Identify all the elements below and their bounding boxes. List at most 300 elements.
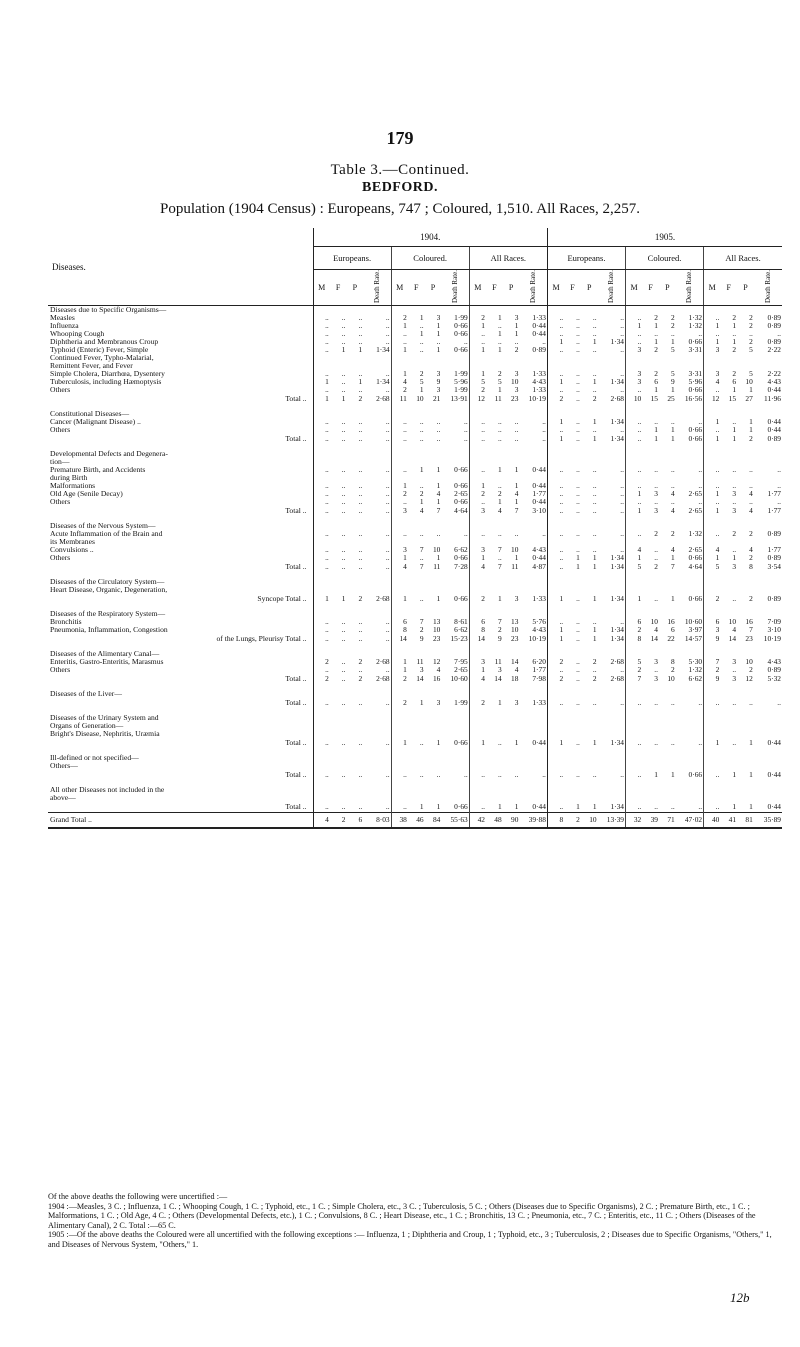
table-cell: 2 (749, 338, 753, 347)
row-label: Pneumonia, Inflammation, Congestion (50, 626, 168, 635)
table-cell (737, 474, 754, 482)
row-label: Total .. (285, 698, 307, 708)
table-cell: .. (385, 386, 390, 395)
table-cell: 11 (391, 394, 408, 404)
table-cell: 7 (671, 562, 675, 572)
table-cell: 1·34 (610, 378, 624, 387)
table-cell (347, 754, 364, 762)
table-cell: 11 (416, 658, 424, 667)
table-cell: .. (358, 634, 363, 644)
table-cell: 2 (626, 666, 643, 674)
table-cell: .. (620, 426, 624, 435)
table-cell: .. (671, 482, 675, 491)
table-cell: 1 (547, 378, 564, 386)
table-cell (330, 586, 347, 594)
table-cell: .. (419, 322, 424, 331)
table-row (48, 554, 782, 562)
table-cell (330, 730, 347, 738)
table-cell: 48 (486, 813, 503, 829)
table-cell (642, 786, 659, 794)
table-cell (676, 354, 704, 362)
table-cell: 0·89 (767, 594, 781, 604)
table-cell (363, 450, 391, 458)
table-cell: .. (385, 506, 390, 516)
table-cell (391, 450, 408, 458)
table-cell: .. (341, 626, 346, 635)
table-cell: 0·66 (454, 482, 468, 491)
table-cell: 2 (654, 530, 658, 539)
table-cell (363, 610, 391, 618)
table-cell: 1·34 (376, 378, 390, 387)
table-cell (330, 650, 347, 658)
table-cell: .. (419, 338, 424, 347)
table-cell (425, 762, 442, 770)
table-cell (408, 690, 425, 698)
table-cell: 2 (671, 322, 675, 331)
table-cell: 1 (592, 594, 597, 604)
table-cell: .. (385, 434, 390, 444)
table-cell: 2 (592, 658, 597, 667)
table-cell (347, 538, 364, 546)
table-cell: 12 (432, 658, 441, 667)
table-cell: 10 (416, 394, 424, 404)
table-cell: .. (547, 314, 564, 322)
table-cell (313, 786, 330, 794)
table-cell (564, 730, 581, 738)
table-cell (469, 578, 486, 586)
table-cell: .. (385, 338, 390, 347)
table-cell: 13 (432, 618, 441, 627)
table-cell (347, 690, 364, 698)
table-cell: .. (385, 426, 390, 435)
table-cell (519, 578, 547, 586)
table-cell: .. (671, 738, 675, 748)
table-cell (626, 786, 643, 794)
subheader-death-rate: Death Rate. (676, 270, 704, 306)
table-cell (519, 650, 547, 658)
table-cell (737, 578, 754, 586)
table-cell: 4 (497, 506, 502, 516)
table-cell (720, 690, 737, 698)
table-cell: 1·99 (454, 314, 468, 323)
table-cell: 40 (704, 813, 721, 829)
table-cell: .. (732, 466, 737, 475)
table-cell: 1 (671, 434, 675, 444)
table-cell (720, 578, 737, 586)
table-cell: 1 (419, 386, 424, 395)
table-cell: 0·44 (767, 802, 781, 812)
table-cell (347, 786, 364, 794)
table-cell (659, 410, 676, 418)
subheader-m: M (704, 270, 721, 306)
row-label: Others— (50, 762, 78, 771)
table-cell: .. (542, 418, 546, 427)
table-cell: .. (313, 554, 330, 562)
table-cell: 4 (391, 562, 408, 572)
table-cell: .. (576, 546, 580, 555)
table-cell (408, 722, 425, 730)
table-cell (626, 610, 643, 618)
table-cell (313, 730, 330, 738)
table-cell (469, 410, 486, 418)
table-cell (754, 538, 782, 546)
table-cell (737, 306, 754, 315)
table-cell: .. (626, 738, 643, 748)
table-cell: 0·89 (767, 530, 781, 539)
table-cell: .. (620, 498, 624, 507)
row-label: Constitutional Diseases— (50, 410, 130, 419)
table-cell (408, 578, 425, 586)
table-cell (626, 458, 643, 466)
table-cell (347, 578, 364, 586)
table-row (48, 754, 782, 762)
row-label: Enteritis, Gastro-Enteritis, Marasmus (50, 658, 164, 667)
table-row (48, 418, 782, 426)
table-cell: .. (464, 418, 468, 427)
table-cell: .. (341, 562, 346, 572)
table-cell (441, 794, 469, 802)
table-cell: 4·43 (767, 658, 781, 667)
table-cell: 1 (391, 482, 408, 490)
table-cell (313, 650, 330, 658)
table-cell (425, 578, 442, 586)
table-cell (347, 650, 364, 658)
table-cell: 1 (514, 554, 519, 563)
table-cell: 2 (514, 346, 519, 355)
table-cell: .. (704, 482, 721, 490)
table-cell: .. (626, 770, 643, 780)
table-cell: .. (436, 530, 441, 539)
table-cell: 2 (654, 314, 658, 323)
table-cell: 4 (313, 813, 330, 829)
table-cell: .. (464, 434, 468, 444)
table-cell: .. (576, 530, 580, 539)
table-cell: 2 (592, 394, 597, 404)
table-cell: .. (341, 466, 346, 475)
table-cell (754, 586, 782, 594)
table-cell (425, 786, 442, 794)
table-cell: 3 (732, 562, 737, 572)
table-row (48, 410, 782, 418)
table-cell: 5·96 (688, 378, 703, 387)
table-cell: .. (385, 546, 390, 555)
table-cell: 25 (667, 394, 675, 404)
table-cell: 2 (732, 314, 737, 323)
table-cell: 11 (494, 658, 502, 667)
table-cell (547, 306, 564, 315)
table-cell (547, 474, 564, 482)
table-cell (564, 650, 581, 658)
table-cell (626, 306, 643, 315)
table-cell (441, 522, 469, 530)
table-cell (737, 722, 754, 730)
table-row (48, 578, 782, 586)
row-label: Total .. (285, 738, 307, 748)
table-cell: .. (341, 738, 346, 748)
table-cell: 1 (732, 770, 737, 780)
table-cell (313, 522, 330, 530)
table-cell: 3·31 (688, 370, 703, 379)
table-row (48, 586, 782, 594)
table-cell: .. (341, 674, 346, 684)
table-cell (313, 586, 330, 594)
table-cell (564, 450, 581, 458)
table-cell (659, 578, 676, 586)
table-cell (391, 538, 408, 546)
table-cell: .. (576, 506, 580, 516)
table-row (48, 538, 782, 546)
table-cell: 1 (419, 698, 424, 708)
table-cell: .. (313, 330, 330, 338)
table-cell: .. (391, 498, 408, 506)
table-cell: 46 (408, 813, 425, 829)
table-cell: .. (313, 698, 330, 708)
table-cell: .. (313, 370, 330, 378)
table-cell (330, 362, 347, 370)
table-cell (581, 690, 598, 698)
row-label: Grand Total .. (48, 813, 313, 829)
table-cell (408, 450, 425, 458)
table-cell: 16 (667, 618, 675, 627)
table-cell (598, 762, 626, 770)
table-cell (503, 362, 520, 370)
table-cell: 4 (419, 506, 424, 516)
table-cell: .. (576, 618, 580, 627)
table-cell: .. (313, 346, 330, 354)
table-cell (754, 474, 782, 482)
table-cell: .. (626, 418, 643, 426)
table-cell (519, 754, 547, 762)
row-label: Remittent Fever, and Fever (50, 362, 133, 371)
table-cell: 1 (592, 634, 597, 644)
table-cell (676, 690, 704, 698)
table-cell (737, 690, 754, 698)
table-cell (704, 690, 721, 698)
table-cell (547, 730, 564, 738)
table-cell: 1 (592, 562, 597, 572)
table-cell: 1 (341, 394, 346, 404)
table-cell: 10 (581, 813, 598, 829)
table-cell (469, 610, 486, 618)
table-cell: .. (419, 554, 424, 563)
table-cell (425, 458, 442, 466)
table-cell (391, 714, 408, 722)
table-cell: 1 (436, 466, 441, 475)
table-cell (391, 306, 408, 315)
table-cell: 6·62 (454, 626, 468, 635)
table-cell (642, 714, 659, 722)
table-cell: 1 (469, 346, 486, 354)
table-cell: 6 (654, 378, 658, 387)
table-cell: 10·19 (763, 634, 781, 644)
table-cell: .. (313, 482, 330, 490)
table-cell: .. (542, 770, 546, 780)
table-cell (626, 578, 643, 586)
table-cell: 0·66 (688, 426, 703, 435)
table-cell (330, 610, 347, 618)
table-cell (704, 786, 721, 794)
table-cell: .. (620, 618, 624, 627)
table-cell: 8·03 (363, 813, 391, 829)
table-cell: 0·89 (767, 314, 781, 323)
table-cell (313, 610, 330, 618)
table-cell (642, 722, 659, 730)
table-cell: 4 (436, 490, 441, 499)
table-cell (519, 458, 547, 466)
table-cell (486, 690, 503, 698)
table-cell: 2·65 (454, 666, 468, 675)
table-cell: 1 (514, 482, 519, 491)
table-cell (363, 794, 391, 802)
table-cell: 4 (671, 490, 675, 499)
table-cell (469, 714, 486, 722)
table-cell: .. (341, 386, 346, 395)
table-cell: 11 (494, 394, 502, 404)
table-cell: .. (654, 594, 658, 604)
table-cell: 5 (626, 658, 643, 666)
table-cell: .. (592, 546, 597, 555)
table-cell: .. (626, 802, 643, 813)
table-cell (704, 754, 721, 762)
table-cell: 1 (391, 658, 408, 666)
table-cell: 1 (704, 490, 721, 498)
table-cell (519, 522, 547, 530)
table-cell (754, 650, 782, 658)
table-cell: 7 (514, 506, 519, 516)
table-cell: 1·32 (688, 530, 703, 539)
table-cell: 1 (547, 418, 564, 426)
table-cell: 1·34 (610, 338, 624, 347)
table-cell: 4 (749, 506, 753, 516)
table-cell: .. (385, 322, 390, 331)
table-cell (425, 714, 442, 722)
table-cell (519, 794, 547, 802)
table-cell: 10 (728, 618, 737, 627)
table-cell: 1 (358, 346, 363, 355)
table-cell: 6·20 (532, 658, 546, 667)
table-cell (547, 762, 564, 770)
table-cell (720, 754, 737, 762)
table-cell: 4 (671, 546, 675, 555)
table-cell: 0·44 (532, 330, 546, 339)
table-cell: .. (542, 434, 546, 444)
table-cell (486, 354, 503, 362)
table-cell (347, 522, 364, 530)
table-cell: 2 (391, 674, 408, 684)
table-cell (441, 410, 469, 418)
table-cell: .. (313, 498, 330, 506)
table-cell: .. (313, 490, 330, 498)
table-cell (547, 690, 564, 698)
table-cell: .. (469, 770, 486, 780)
table-cell: .. (341, 770, 346, 780)
table-cell: .. (464, 426, 468, 435)
table-cell: .. (576, 378, 580, 387)
table-cell (486, 306, 503, 315)
table-cell (564, 714, 581, 722)
subheader-m: M (626, 270, 643, 306)
table-cell (720, 458, 737, 466)
table-cell: 14 (469, 634, 486, 644)
table-cell (642, 306, 659, 315)
table-cell (659, 522, 676, 530)
table-cell: 1·32 (688, 666, 703, 675)
mortality-table (48, 228, 782, 829)
table-cell (391, 354, 408, 362)
subheader-m: M (547, 270, 564, 306)
table-cell: 0·44 (532, 482, 546, 491)
table-cell (519, 786, 547, 794)
table-cell: .. (391, 466, 408, 474)
table-cell: 2·65 (688, 506, 703, 516)
table-cell: 1 (514, 498, 519, 507)
table-cell: 1 (671, 338, 675, 347)
table-cell: 4 (654, 626, 658, 635)
table-cell: .. (341, 546, 346, 555)
table-cell: 16·56 (684, 394, 703, 404)
table-cell (720, 794, 737, 802)
table-cell: 1 (419, 314, 424, 323)
table-cell: 5 (469, 378, 486, 386)
subheader-p: P (581, 270, 598, 306)
table-cell: 1 (576, 562, 580, 572)
table-cell (598, 650, 626, 658)
table-cell (598, 410, 626, 418)
table-cell (737, 362, 754, 370)
table-cell: .. (576, 490, 580, 499)
table-cell (486, 578, 503, 586)
table-cell: 4 (436, 666, 441, 675)
table-cell: 1·34 (610, 634, 624, 644)
table-cell: .. (732, 418, 737, 427)
table-cell: .. (547, 466, 564, 474)
row-label: Simple Cholera, Diarrhœa, Dysentery (50, 370, 165, 379)
table-cell (363, 714, 391, 722)
table-row (48, 730, 782, 738)
row-label: Others (50, 386, 71, 395)
row-label: Syncope Total .. (257, 594, 307, 604)
table-cell: 9 (419, 634, 424, 644)
table-cell (626, 714, 643, 722)
table-cell: 1 (547, 338, 564, 346)
table-cell: 0·44 (767, 770, 781, 780)
table-cell: .. (626, 466, 643, 474)
table-cell: 4 (626, 546, 643, 554)
table-cell (547, 794, 564, 802)
table-cell: 2 (547, 394, 564, 404)
row-label: Malformations (50, 482, 96, 491)
row-label: Convulsions .. (50, 546, 94, 555)
table-cell: 1 (626, 594, 643, 604)
table-cell (676, 578, 704, 586)
table-cell (408, 522, 425, 530)
table-cell: 7 (419, 562, 424, 572)
table-cell: .. (358, 338, 363, 347)
table-cell: 1 (391, 594, 408, 604)
table-cell: .. (341, 330, 346, 339)
table-cell: 0·66 (454, 330, 468, 339)
table-cell: 1·33 (532, 698, 546, 708)
table-cell: .. (547, 770, 564, 780)
table-cell (581, 458, 598, 466)
table-cell: .. (341, 370, 346, 379)
table-cell: .. (341, 698, 346, 708)
table-cell: 10·60 (684, 618, 703, 627)
table-cell: 1 (469, 666, 486, 674)
table-cell: 0·44 (532, 802, 546, 812)
table-cell (642, 762, 659, 770)
table-cell (704, 474, 721, 482)
